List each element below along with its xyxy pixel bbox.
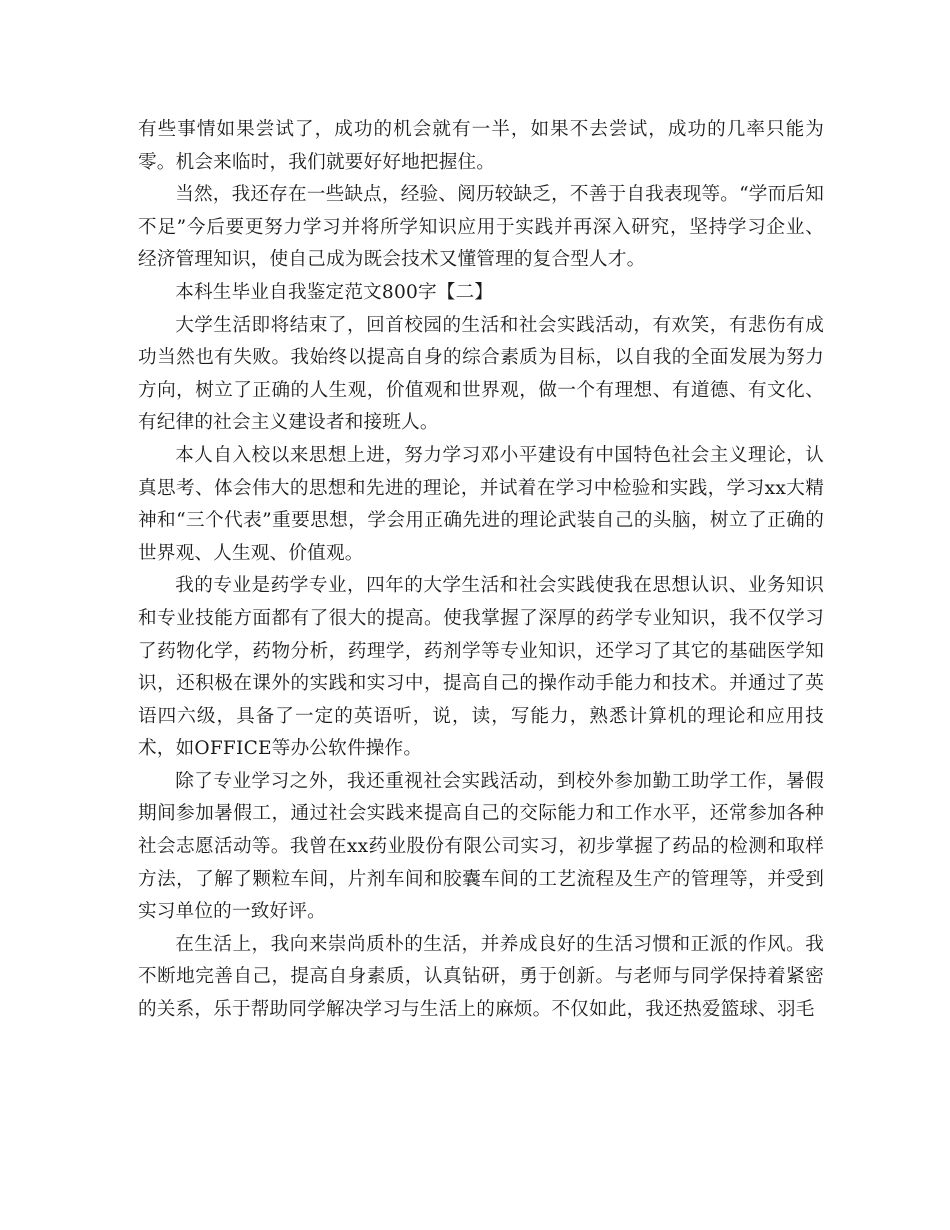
- section-heading: 本科生毕业自我鉴定范文800字【二】: [175, 281, 494, 303]
- paragraph-ideology: 本人自入校以来思想上进，努力学习邓小平建设有中国特色社会主义理论，认真思考、体会伟大的思想和先进的理论，并试着在学习中检验和实践，学习xx大精神和“三个代表”重要思想，学会用正确先进的理论武装自己的头脑，树立了正确的世界观、人生观、价值观。: [138, 444, 824, 564]
- paragraph-university-life: 大学生活即将结束了，回首校园的生活和社会实践活动，有欢笑，有悲伤有成功当然也有失败。我始终以提高自身的综合素质为目标，以自我的全面发展为努力方向，树立了正确的人生观，价值观和世界观，做一个有理想、有道德、有文化、有纪律的社会主义建设者和接班人。: [138, 314, 824, 434]
- paragraph-continuation: 有些事情如果尝试了，成功的机会就有一半，如果不去尝试，成功的几率只能为零。机会来临时，我们就要好好地把握住。: [138, 119, 824, 173]
- paragraph-major: 我的专业是药学专业，四年的大学生活和社会实践使我在思想认识、业务知识和专业技能方面都有了很大的提高。使我掌握了深厚的药学专业知识，我不仅学习了药物化学，药物分析，药理学，药剂学等专业知识，还学习了其它的基础医学知识，还积极在课外的实践和实习中，提高自己的操作动手能力和技术。并通过了英语四六级，具备了一定的英语听，说，读，写能力，熟悉计算机的理论和应用技术，如OFFICE等办公软件操作。: [138, 575, 824, 760]
- paragraph-daily-life: 在生活上，我向来崇尚质朴的生活，并养成良好的生活习惯和正派的作风。我不断地完善自己，提高自身素质，认真钻研，勇于创新。与老师与同学保持着紧密的关系，乐于帮助同学解决学习与生活上的麻烦。不仅如此，我还热爱篮球、羽毛: [138, 933, 824, 1021]
- document-body: [138, 114, 824, 1027]
- paragraph-shortcomings: 当然，我还存在一些缺点，经验、阅历较缺乏，不善于自我表现等。“学而后知不足”今后要更努力学习并将所学知识应用于实践并再深入研究，坚持学习企业、经济管理知识，使自己成为既会技术又懂管理的复合型人才。: [138, 184, 824, 271]
- paragraph-social-practice: 除了专业学习之外，我还重视社会实践活动，到校外参加勤工助学工作，暑假期间参加暑假工，通过社会实践来提高自己的交际能力和工作水平，还常参加各种社会志愿活动等。我曾在xx药业股份有限公司实习，初步掌握了药品的检测和取样方法，了解了颗粒车间，片剂车间和胶囊车间的工艺流程及生产的管理等，并受到实习单位的一致好评。: [138, 770, 824, 923]
